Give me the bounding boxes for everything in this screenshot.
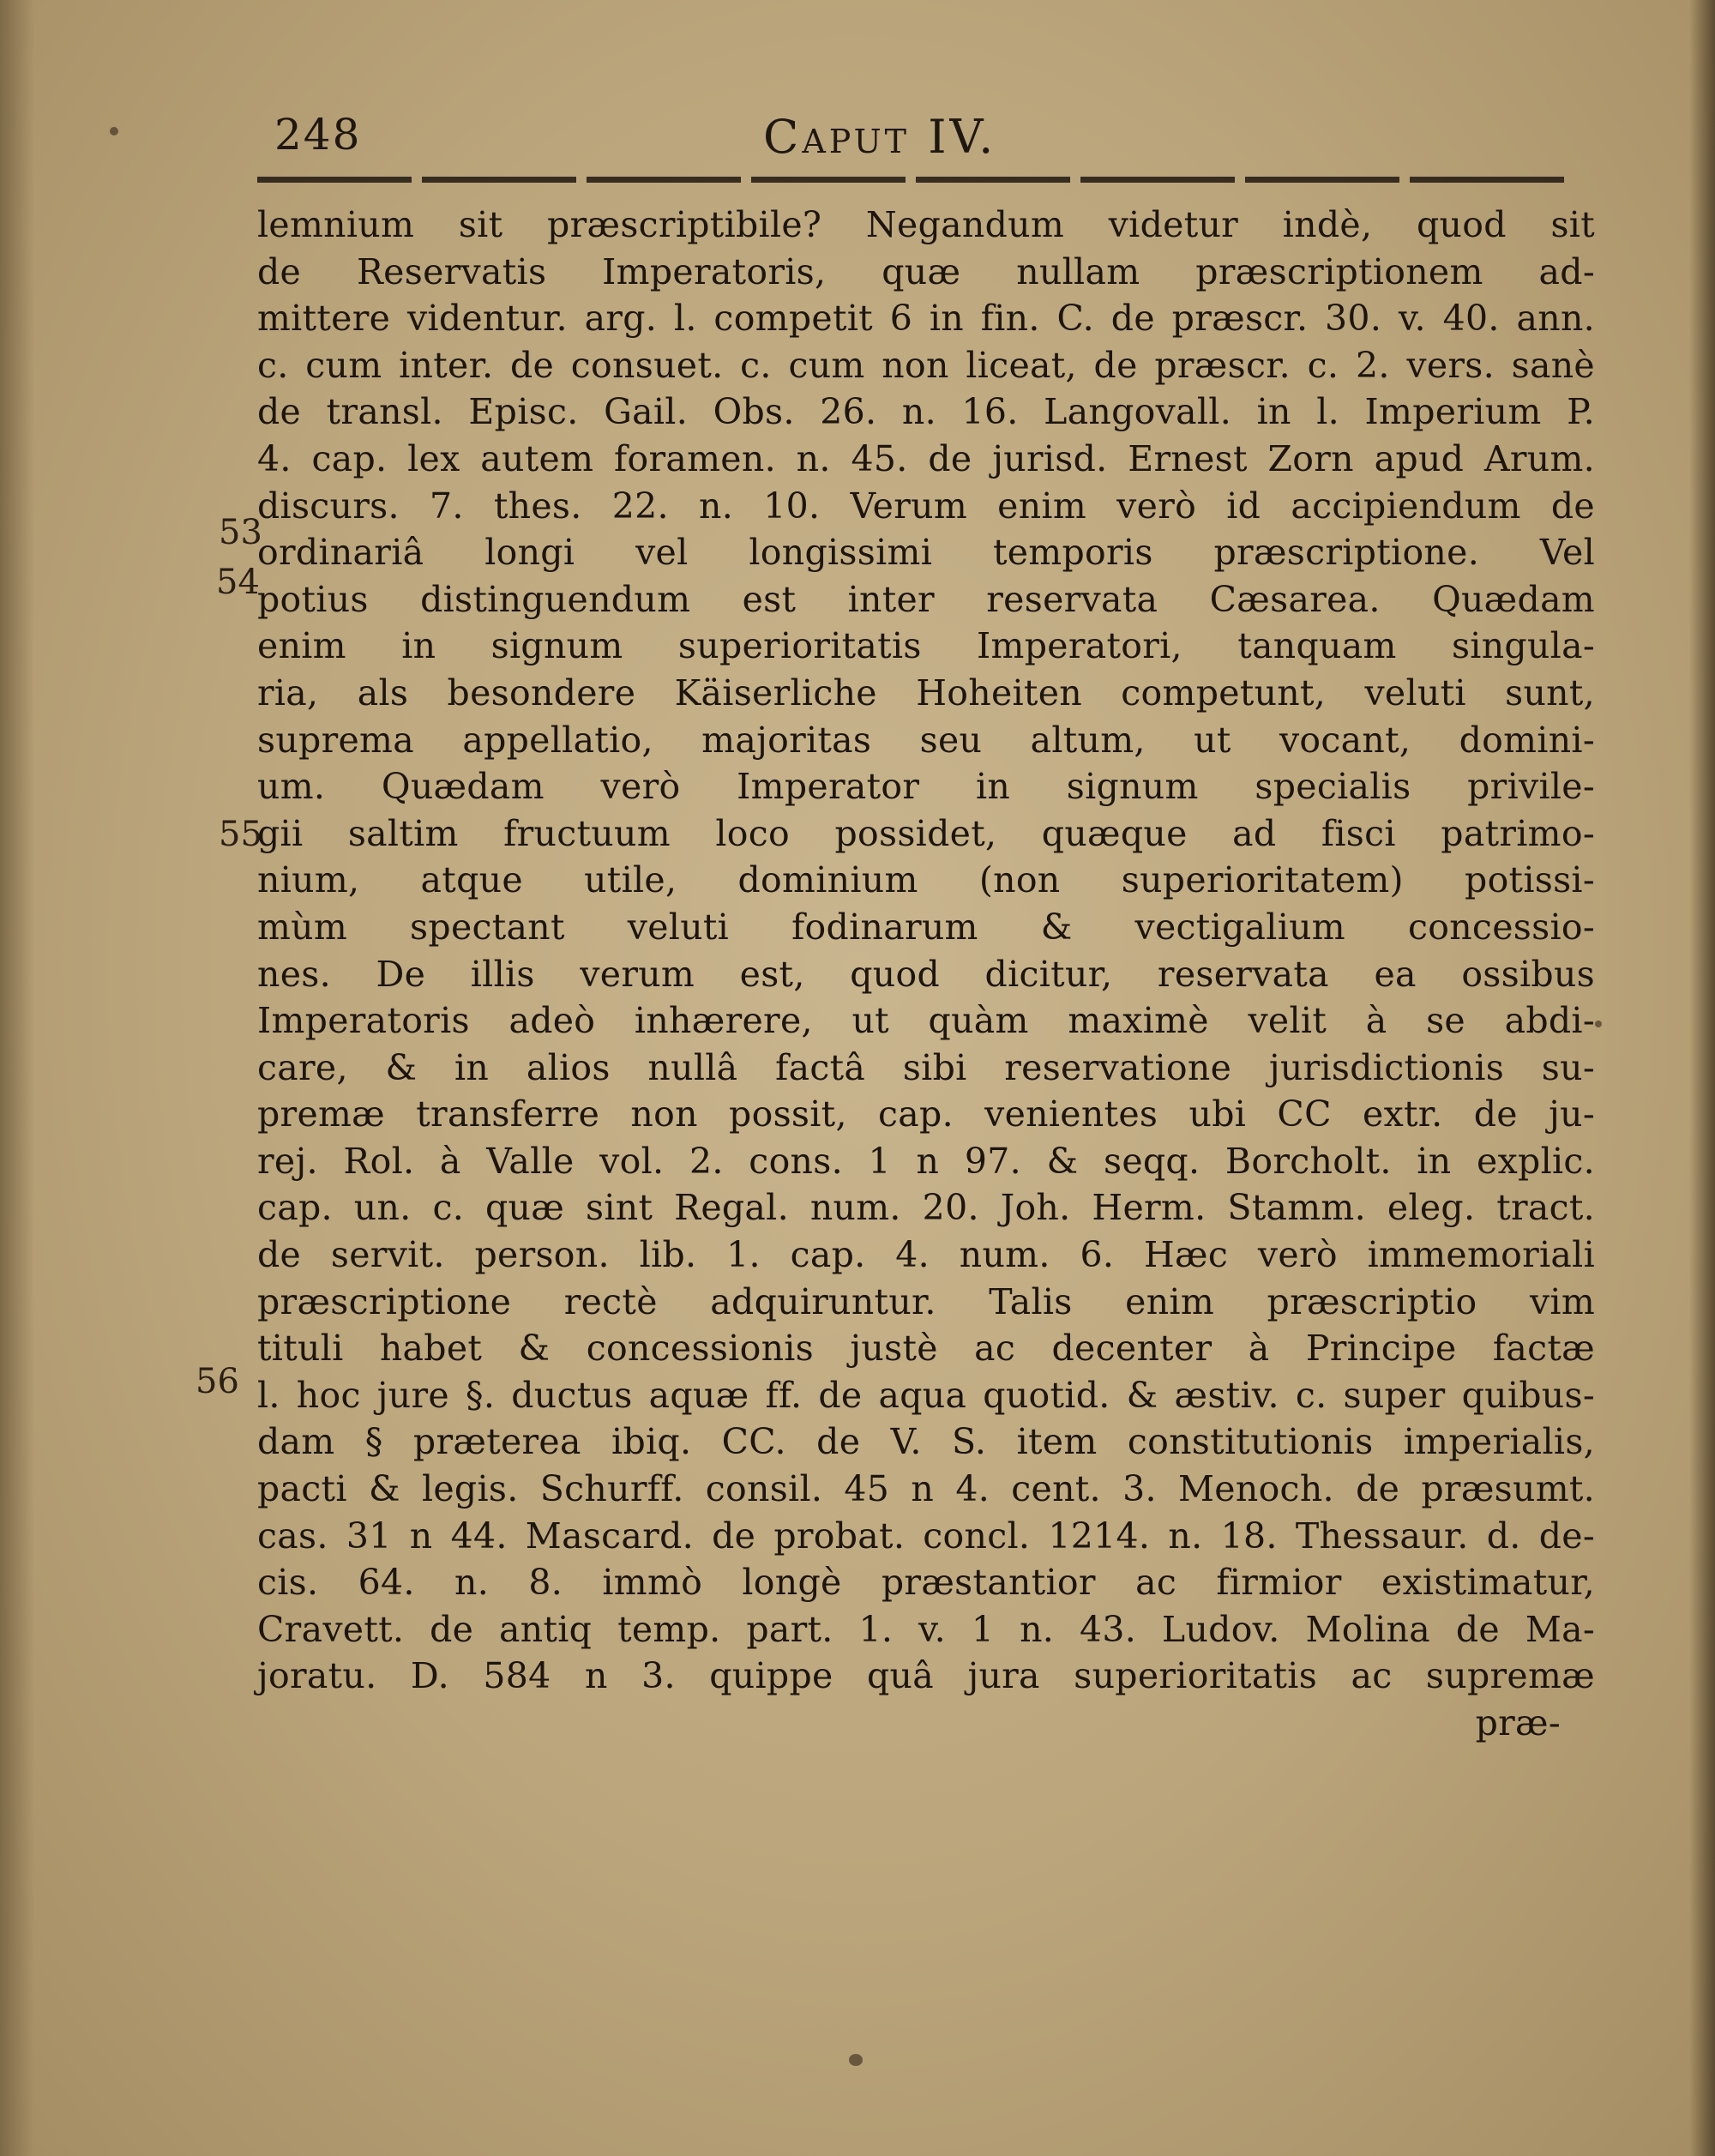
text-line: mùm spectant veluti fodinarum & vectigalium concessio- xyxy=(257,906,1595,948)
text-line: pacti & legis. Schurff. consil. 45 n 4. cent. 3. Menoch. de præsumt. xyxy=(257,1468,1595,1510)
text-line: Imperatoris adeò inhærere, ut quàm maximè velit à se abdi- xyxy=(257,1000,1595,1042)
text-line: tituli habet & concessionis justè ac decenter à Principe factæ xyxy=(257,1328,1595,1370)
margin-note: 54 xyxy=(216,563,260,602)
text-line: mittere videntur. arg. l. competit 6 in fin. C. de præscr. 30. v. 40. ann. xyxy=(257,298,1595,340)
page-number: 248 xyxy=(274,110,362,160)
ink-speck xyxy=(849,2054,863,2066)
text-line: cas. 31 n 44. Mascard. de probat. concl. 1214. n. 18. Thessaur. d. de- xyxy=(257,1515,1595,1557)
margin-note: 56 xyxy=(196,1362,239,1401)
text-line: cap. un. c. quæ sint Regal. num. 20. Joh. Herm. Stamm. eleg. tract. xyxy=(257,1187,1595,1229)
text-line: nium, atque utile, dominium (non superioritatem) potissi- xyxy=(257,859,1595,901)
body-text xyxy=(257,202,1595,1747)
text-line: 4. cap. lex autem foramen. n. 45. de jurisd. Ernest Zorn apud Arum. xyxy=(257,437,1595,479)
text-line: enim in signum superioritatis Imperatori, tanquam singula- xyxy=(257,625,1595,667)
text-line: c. cum inter. de consuet. c. cum non liceat, de præscr. c. 2. vers. sanè xyxy=(257,344,1595,386)
text-line: de servit. person. lib. 1. cap. 4. num. 6. Hæc verò immemoriali xyxy=(257,1234,1595,1276)
text-line: discurs. 7. thes. 22. n. 10. Verum enim verò id accipiendum de xyxy=(257,485,1595,527)
text-line: ordinariâ longi vel longissimi temporis præscriptione. Vel xyxy=(257,532,1595,574)
text-line: gii saltim fructuum loco possidet, quæque ad fisci patrimo- xyxy=(257,812,1595,854)
ink-speck xyxy=(1595,1021,1602,1027)
text-line: ria, als besondere Käiserliche Hoheiten competunt, veluti sunt, xyxy=(257,671,1595,714)
text-line: suprema appellatio, majoritas seu altum, ut vocant, domini- xyxy=(257,719,1595,761)
text-line: de transl. Episc. Gail. Obs. 26. n. 16. Langovall. in l. Imperium P. xyxy=(257,391,1595,433)
text-line: rej. Rol. à Valle vol. 2. cons. 1 n 97. & seqq. Borcholt. in explic. xyxy=(257,1140,1595,1182)
text-line: care, & in alios nullâ factâ sibi reservatione jurisdictionis su- xyxy=(257,1046,1595,1088)
header-rule xyxy=(257,177,1569,183)
text-line: potius distinguendum est inter reservata Cæsarea. Quædam xyxy=(257,578,1595,620)
text-line: cis. 64. n. 8. immò longè præstantior ac firmior existimatur, xyxy=(257,1562,1595,1604)
ink-speck xyxy=(110,127,118,136)
text-line: de Reservatis Imperatoris, quæ nullam præscriptionem ad- xyxy=(257,250,1595,292)
text-line: premæ transferre non possit, cap. venientes ubi CC extr. de ju- xyxy=(257,1093,1595,1135)
text-line: præscriptione rectè adquiruntur. Talis enim præscriptio vim xyxy=(257,1280,1595,1322)
catchword: præ- xyxy=(1475,1702,1561,1743)
page-header xyxy=(274,110,1578,172)
margin-note: 55 xyxy=(219,815,262,854)
text-line: joratu. D. 584 n 3. quippe quâ jura superioritatis ac supremæ xyxy=(257,1655,1595,1697)
text-line: lemnium sit præscriptibile? Negandum videtur indè, quod sit xyxy=(257,204,1595,245)
text-line: um. Quædam verò Imperator in signum specialis privile- xyxy=(257,766,1595,808)
text-line: dam § præterea ibiq. CC. de V. S. item constitutionis imperialis, xyxy=(257,1421,1595,1463)
text-line: nes. De illis verum est, quod dicitur, reservata ea ossibus xyxy=(257,953,1595,995)
margin-note: 53 xyxy=(219,513,262,552)
text-line: l. hoc jure §. ductus aquæ ff. de aqua quotid. & æstiv. c. super quibus- xyxy=(257,1374,1595,1416)
text-line: Cravett. de antiq temp. part. 1. v. 1 n. 43. Ludov. Molina de Ma- xyxy=(257,1608,1595,1650)
running-head: Caput IV. xyxy=(763,110,997,164)
